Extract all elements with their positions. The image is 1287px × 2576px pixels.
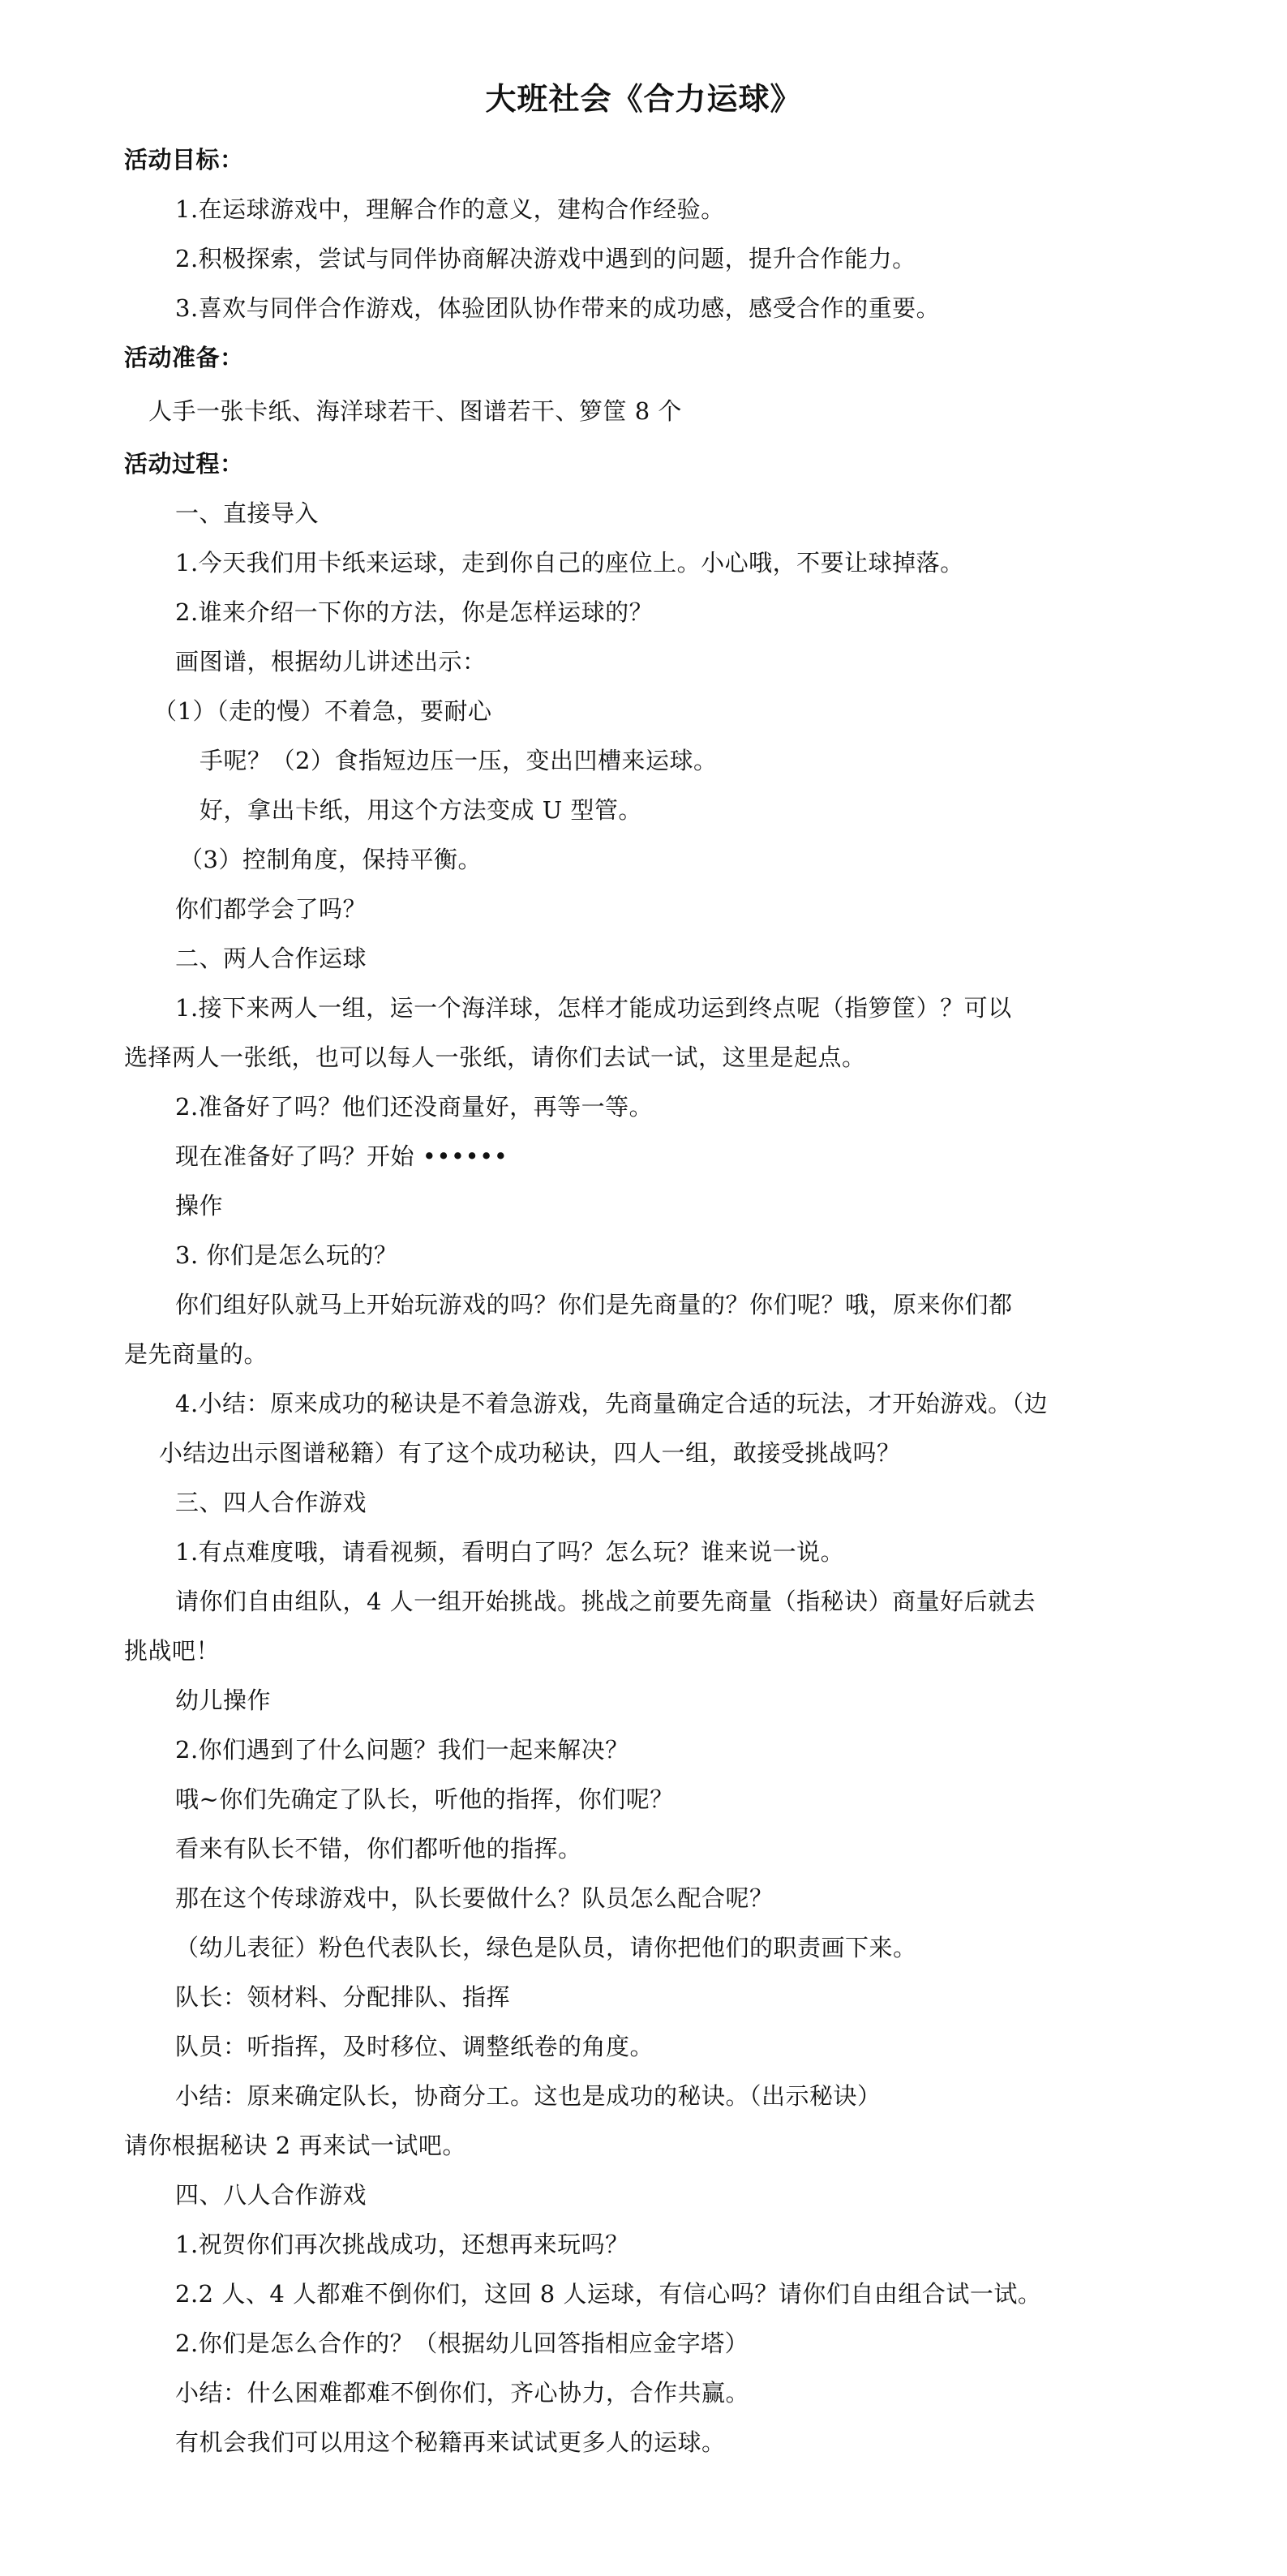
paragraph-line: 你们都学会了吗？ [175,895,367,923]
section-title-pairs: 二、两人合作运球 [175,945,367,972]
preparation-heading: 活动准备： [124,344,244,371]
paragraph-line: 队员：听指挥，及时移位、调整纸卷的角度。 [175,2033,654,2060]
paragraph-line: 现在准备好了吗？开始 •••••• [175,1142,508,1170]
paragraph-line: 1.接下来两人一组，运一个海洋球，怎样才能成功运到终点呢（指箩筐）？可以 [175,994,1012,1022]
paragraph-line: 那在这个传球游戏中，队长要做什么？队员怎么配合呢？ [175,1884,774,1912]
paragraph-line: 请你们自由组队，4 人一组开始挑战。挑战之前要先商量（指秘诀）商量好后就去 [175,1588,1036,1615]
paragraph-line: （1）（走的慢）不着急，要耐心 [153,697,492,725]
paragraph-line: 看来有队长不错，你们都听他的指挥。 [175,1835,582,1862]
paragraph-line: 手呢？（2）食指短边压一压，变出凹槽来运球。 [199,747,718,774]
goals-heading: 活动目标： [124,146,244,174]
paragraph-line: （3）控制角度，保持平衡。 [179,846,482,873]
paragraph-line: 1.今天我们用卡纸来运球，走到你自己的座位上。小心哦，不要让球掉落。 [175,549,964,576]
paragraph-line: 有机会我们可以用这个秘籍再来试试更多人的运球。 [175,2428,726,2456]
paragraph-line: 4.小结：原来成功的秘诀是不着急游戏，先商量确定合适的玩法，才开始游戏。（边 [175,1390,1049,1417]
goal-item: 1.在运球游戏中，理解合作的意义，建构合作经验。 [175,195,725,223]
paragraph-line: 小结：原来确定队长，协商分工。这也是成功的秘诀。（出示秘诀） [175,2082,882,2110]
paragraph-line: 小结边出示图谱秘籍）有了这个成功秘诀，四人一组，敢接受挑战吗？ [159,1439,901,1467]
paragraph-line: 1.有点难度哦，请看视频，看明白了吗？怎么玩？谁来说一说。 [175,1538,845,1566]
paragraph-line: 操作 [175,1192,224,1219]
section-title-intro: 一、直接导入 [175,499,320,527]
section-title-eights: 四、八人合作游戏 [175,2181,367,2209]
paragraph-line: 2.你们遇到了什么问题？我们一起来解决？ [175,1736,629,1764]
paragraph-line: 1.祝贺你们再次挑战成功，还想再来玩吗？ [175,2231,629,2258]
section-title-fours: 三、四人合作游戏 [175,1489,367,1516]
paragraph-line: 是先商量的。 [124,1340,268,1368]
goal-item: 3.喜欢与同伴合作游戏，体验团队协作带来的成功感，感受合作的重要。 [175,294,941,322]
paragraph-line: 画图谱，根据幼儿讲述出示： [175,648,487,675]
paragraph-line: 2.2 人、4 人都难不倒你们，这回 8 人运球，有信心吗？请你们自由组合试一试。 [175,2280,1042,2308]
paragraph-line: 队长：领材料、分配排队、指挥 [175,1983,511,2011]
paragraph-line: 2.谁来介绍一下你的方法，你是怎样运球的？ [175,598,654,626]
paragraph-line: 挑战吧！ [124,1637,221,1665]
process-heading: 活动过程： [124,450,244,478]
paragraph-line: 哦~你们先确定了队长，听他的指挥，你们呢？ [175,1785,674,1813]
paragraph-line: 好，拿出卡纸，用这个方法变成 U 型管。 [199,796,642,824]
paragraph-line: 选择两人一张纸，也可以每人一张纸，请你们去试一试，这里是起点。 [124,1044,866,1071]
paragraph-line: 2.你们是怎么合作的？（根据幼儿回答指相应金字塔） [175,2330,749,2357]
paragraph-line: 幼儿操作 [175,1687,272,1714]
preparation-text: 人手一张卡纸、海洋球若干、图谱若干、箩筐 8 个 [148,397,682,425]
paragraph-line: 小结：什么困难都难不倒你们，齐心协力，合作共赢。 [175,2379,750,2407]
paragraph-line: 你们组好队就马上开始玩游戏的吗？你们是先商量的？你们呢？哦，原来你们都 [175,1291,1013,1318]
paragraph-line: 请你根据秘诀 2 再来试一试吧。 [124,2132,466,2159]
goal-item: 2.积极探索，尝试与同伴协商解决游戏中遇到的问题，提升合作能力。 [175,245,916,272]
document-title: 大班社会《合力运球》 [485,81,802,117]
paragraph-line: 3. 你们是怎么玩的？ [175,1241,398,1269]
paragraph-line: （幼儿表征）粉色代表队长，绿色是队员，请你把他们的职责画下来。 [175,1934,917,1961]
paragraph-line: 2.准备好了吗？他们还没商量好，再等一等。 [175,1093,654,1121]
